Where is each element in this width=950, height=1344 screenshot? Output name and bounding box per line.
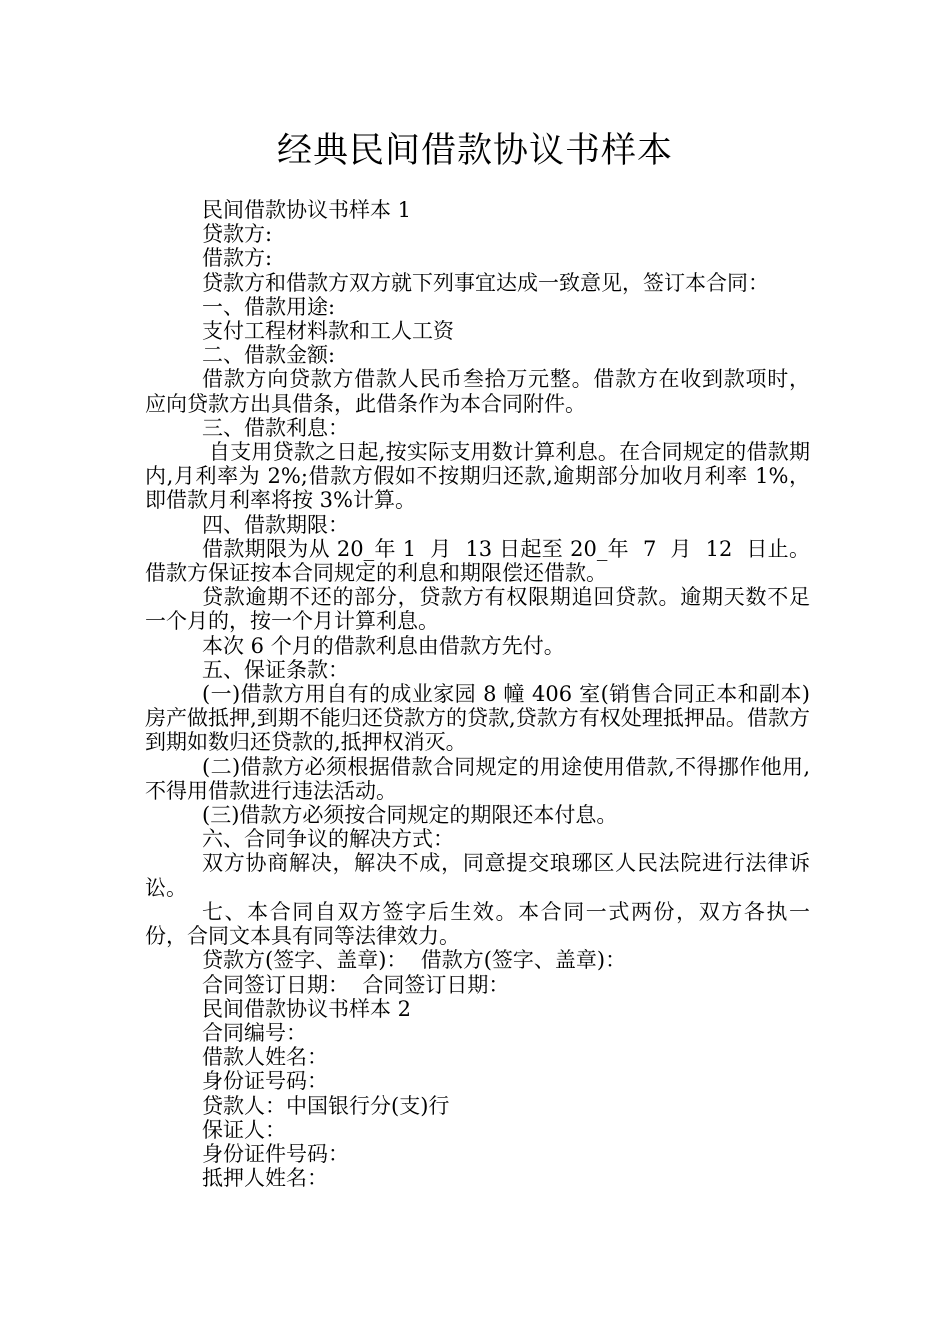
paragraph-guarantee-3: (三)借款方必须按合同规定的期限还本付息。 — [202, 803, 618, 828]
paragraph-purpose: 支付工程材料款和工人工资 — [202, 319, 454, 344]
section-heading-guarantee: 五、保证条款： — [202, 657, 349, 682]
paragraph-prepaid-interest: 本次 6 个月的借款利息由借款方先付。 — [202, 633, 565, 658]
paragraph-dispute: 双方协商解决，解决不成，同意提交琅琊区人民法院进行法律诉讼。 — [145, 851, 810, 900]
paragraph-borrower: 借款方: — [202, 246, 273, 271]
paragraph-agreement-intro: 贷款方和借款方双方就下列事宜达成一致意见，签订本合同： — [202, 270, 769, 295]
paragraph-guarantor: 保证人： — [202, 1117, 286, 1142]
paragraph-id-document-number: 身份证件号码： — [202, 1141, 349, 1166]
paragraph-guarantee-1: (一)借款方用自有的成业家园 8 幢 406 室(销售合同正本和副本)房产做抵押,到期不能归还贷款方的贷款,贷款方有权处理抵押品。借款方到期如数归还贷款的,抵押权消灭。 — [145, 682, 810, 755]
paragraph-interest: 自支用贷款之日起,按实际支用数计算利息。在合同规定的借款期内,月利率为 2%;借款方假如不按期归还款,逾期部分加收月利率 1%，即借款月利率将按 3%计算。 — [145, 440, 810, 513]
document-body — [145, 198, 810, 1190]
section-heading-interest: 三、借款利息： — [202, 415, 349, 440]
paragraph-overdue: 贷款逾期不还的部分，贷款方有权限期追回贷款。逾期天数不足一个月的，按一个月计算利息。 — [145, 585, 810, 634]
paragraph-borrower-name: 借款人姓名： — [202, 1045, 328, 1070]
paragraph-amount: 借款方向贷款方借款人民币叁拾万元整。借款方在收到款项时，应向贷款方出具借条，此借条作为本合同附件。 — [145, 367, 810, 416]
section-heading-purpose: 一、借款用途: — [202, 294, 336, 319]
paragraph-effective: 七、本合同自双方签字后生效。本合同一式两份，双方各执一份，合同文本具有同等法律效力。 — [145, 899, 810, 949]
paragraph-mortgagor-name: 抵押人姓名： — [202, 1166, 328, 1191]
section-heading-amount: 二、借款金额: — [202, 343, 336, 368]
paragraph-sign-dates: 合同签订日期： 合同签订日期： — [202, 972, 510, 997]
paragraph-sample-1-heading: 民间借款协议书样本 1 — [202, 198, 412, 222]
section-heading-term: 四、借款期限： — [202, 512, 349, 537]
section-heading-dispute: 六、合同争议的解决方式： — [202, 827, 454, 852]
paragraph-term: 借款期限为从 20_年 1 月 13 日起至 20_年 7 月 12 日止。借款方保证按本合同规定的利息和期限偿还借款。 — [145, 536, 810, 586]
paragraph-id-number: 身份证号码： — [202, 1069, 328, 1094]
document-title: 经典民间借款协议书样本 — [276, 131, 673, 171]
paragraph-signatures: 贷款方(签字、盖章)： 借款方(签字、盖章)： — [202, 948, 627, 973]
paragraph-lender-bank: 贷款人：中国银行分(支)行 — [202, 1093, 450, 1118]
paragraph-guarantee-2: (二)借款方必须根据借款合同规定的用途使用借款,不得挪作他用,不得用借款进行违法活动。 — [145, 754, 810, 803]
paragraph-sample-2-heading: 民间借款协议书样本 2 — [202, 996, 412, 1021]
paragraph-lender: 贷款方: — [202, 222, 273, 247]
paragraph-contract-number: 合同编号： — [202, 1020, 307, 1045]
